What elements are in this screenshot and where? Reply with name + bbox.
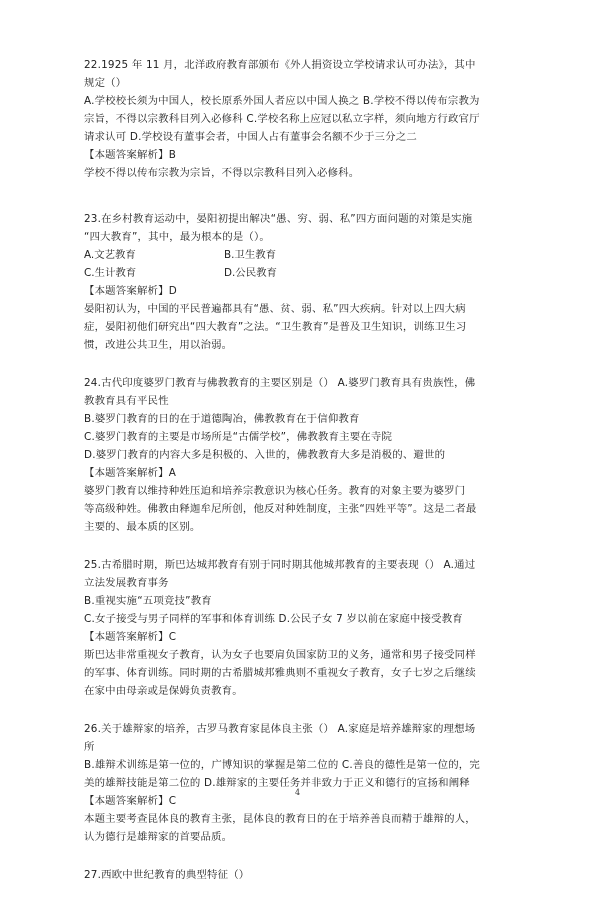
question-27 (84, 866, 526, 884)
option-line: 宗旨，不得以宗教科目列入必修科 C.学校名称上应冠以私立字样，须向地方行政官厅 (84, 113, 480, 125)
question-26 (84, 720, 526, 846)
answer-label: 【本题答案解析】D (84, 285, 177, 297)
option-d: D.公民教育 (224, 267, 277, 279)
analysis-text: 认为德行是雄辩家的首要品质。 (84, 831, 233, 843)
question-stem: 教教育具有平民性 (84, 395, 169, 407)
analysis-text: 晏阳初认为，中国的平民普遍都具有“愚、贫、弱、私”四大疾病。针对以上四大病 (84, 303, 466, 315)
question-stem: 25.古希腊时期，斯巴达城邦教育有别于同时期其他城邦教育的主要表现（） A.通过 (84, 559, 476, 571)
question-stem: 立法发展教育事务 (84, 577, 169, 589)
answer-label: 【本题答案解析】B (84, 149, 177, 161)
analysis-text: 学校不得以传布宗教为宗旨，不得以宗教科目列入必修科。 (84, 167, 360, 179)
question-stem: 22.1925 年 11 月，北洋政府教育部颁布《外人捐资设立学校请求认可办法》，其中 (84, 59, 476, 71)
option-line: D.婆罗门教育的内容大多是积极的、入世的，佛教教育大多是消极的、避世的 (84, 449, 446, 461)
answer-label: 【本题答案解析】C (84, 631, 177, 643)
option-line: 美的雄辩技能是第二位的 D.雄辩家的主要任务并非致力于正义和德行的宣扬和阐释 (84, 777, 470, 789)
option-row (84, 264, 526, 282)
option-line: B.婆罗门教育的日的在于道德陶冶，佛教教育在于信仰教育 (84, 413, 360, 425)
option-c: C.生计教育 (84, 267, 137, 279)
analysis-text: 等高级种姓。佛教由释迦牟尼所创，他反对种姓制度，主张“四姓平等”。这是二者最 (84, 503, 477, 515)
option-line: A.学校校长须为中国人，校长原系外国人者应以中国人换之 B.学校不得以传布宗教为 (84, 95, 480, 107)
analysis-text: 的军事、体育训练。同时期的古希腊城邦雅典则不重视女子教育，女子七岁之后继续 (84, 667, 476, 679)
question-22 (84, 56, 526, 182)
question-stem: 23.在乡村教育运动中，晏阳初提出解决“愚、穷、弱、私”四方面问题的对策是实施 (84, 213, 473, 225)
option-line: B.雄辩术训练是第一位的，广博知识的掌握是第二位的 C.善良的德性是第一位的，完 (84, 759, 480, 771)
question-list (84, 56, 526, 904)
option-line: B.重视实施“五项竞技”教育 (84, 595, 212, 607)
question-stem: “四大教育”，其中，最为根本的是（）。 (84, 231, 271, 243)
question-stem: 24.古代印度婆罗门教育与佛教教育的主要区别是（） A.婆罗门教育具有贵族性，佛 (84, 377, 476, 389)
answer-label: 【本题答案解析】C (84, 795, 177, 807)
question-stem: 规定（） (84, 77, 127, 89)
analysis-text: 症，晏阳初他们研究出“四大教育”之法。“卫生教育”是普及卫生知识，训练卫生习 (84, 321, 467, 333)
question-stem: 所 (84, 741, 95, 753)
question-stem: 26.关于雄辩家的培养，古罗马教育家昆体良主张（） A.家庭是培养雄辩家的理想场 (84, 723, 476, 735)
question-stem: 27.西欧中世纪教育的典型特征（） (84, 869, 250, 881)
answer-label: 【本题答案解析】A (84, 467, 177, 479)
question-25 (84, 556, 526, 700)
option-row (84, 246, 526, 264)
option-b: B.卫生教育 (224, 249, 276, 261)
analysis-text: 婆罗门教育以维持种姓压迫和培养宗教意识为核心任务。教育的对象主要为婆罗门 (84, 485, 466, 497)
option-a: A.文艺教育 (84, 249, 136, 261)
option-line: C.婆罗门教育的主要是市场所是“古儒学校”，佛教教育主要在寺院 (84, 431, 393, 443)
option-line: 请求认可 D.学校设有董事会者，中国人占有董事会名额不少于三分之二 (84, 131, 417, 143)
option-line: C.女子接受与男子同样的军事和体育训练 D.公民子女 7 岁以前在家庭中接受教育 (84, 613, 463, 625)
analysis-text: 在家中由母亲或是保姆负责教育。 (84, 685, 243, 697)
question-24 (84, 374, 526, 536)
analysis-text: 主要的、最本质的区别。 (84, 521, 201, 533)
analysis-text: 本题主要考查昆体良的教育主张，昆体良的教育日的在于培养善良而精于雄辩的人， (84, 813, 476, 825)
page-number: 4 (294, 788, 301, 797)
analysis-text: 惯，改进公共卫生，用以治弱。 (84, 339, 233, 351)
question-23 (84, 210, 526, 354)
analysis-text: 斯巴达非常重视女子教育，认为女子也要肩负国家防卫的义务，通常和男子接受同样 (84, 649, 476, 661)
